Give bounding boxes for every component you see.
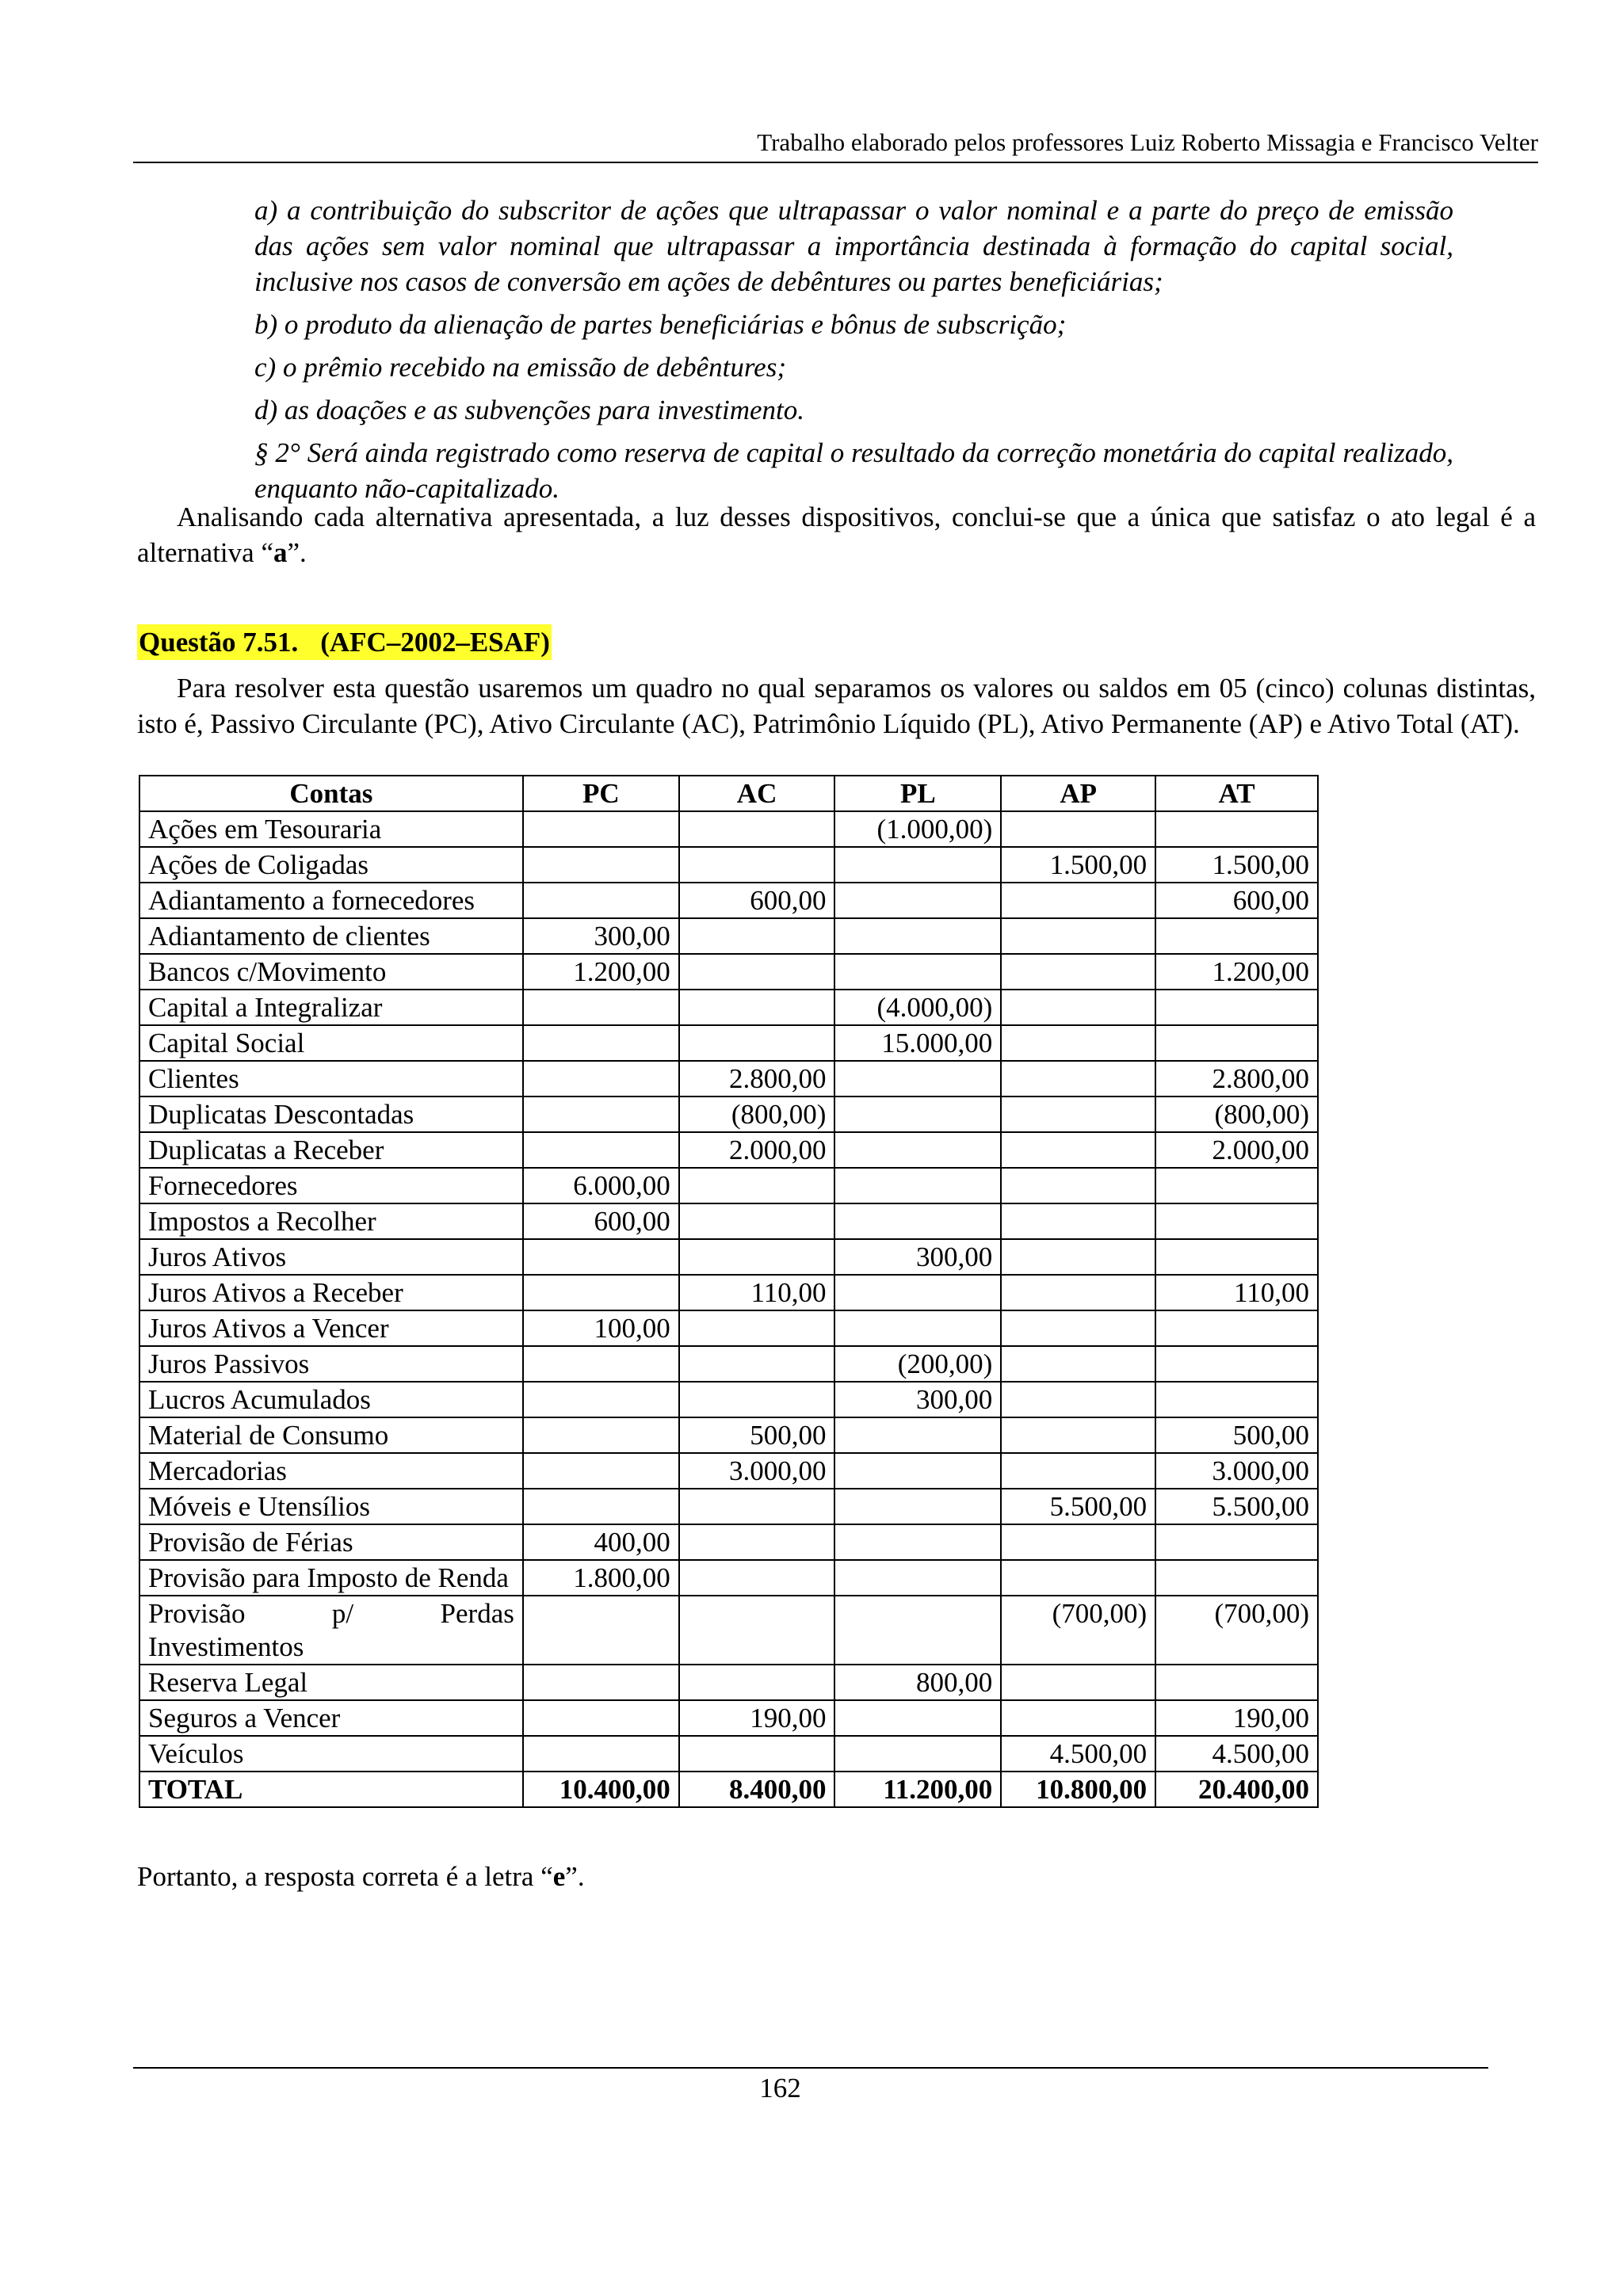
cell-pc: 600,00: [523, 1203, 679, 1239]
cell-ap: 5.500,00: [1001, 1489, 1155, 1524]
cell-at: 2.800,00: [1155, 1061, 1318, 1097]
cell-name: Lucros Acumulados: [139, 1382, 523, 1417]
cell-name: Ações em Tesouraria: [139, 811, 523, 847]
cell-name: Duplicatas a Receber: [139, 1132, 523, 1168]
cell-at: 110,00: [1155, 1275, 1318, 1310]
cell-ac: [679, 1382, 835, 1417]
cell-name: Clientes: [139, 1061, 523, 1097]
table-row: [139, 1700, 1318, 1736]
table-row: [139, 1524, 1318, 1560]
cell-name: Juros Ativos a Receber: [139, 1275, 523, 1310]
cell-ap: [1001, 1275, 1155, 1310]
cell-name: Material de Consumo: [139, 1417, 523, 1453]
cell-name: Impostos a Recolher: [139, 1203, 523, 1239]
cell-pl: [834, 1061, 1001, 1097]
total-row: [139, 1772, 1318, 1807]
table-row: [139, 1382, 1318, 1417]
cell-ap: [1001, 1346, 1155, 1382]
cell-name: Móveis e Utensílios: [139, 1489, 523, 1524]
cell-pc: [523, 1097, 679, 1132]
total-label: TOTAL: [139, 1772, 523, 1807]
cell-pl: (200,00): [834, 1346, 1001, 1382]
cell-ap: (700,00): [1001, 1596, 1155, 1665]
cell-pc: [523, 1239, 679, 1275]
cell-name: Mercadorias: [139, 1453, 523, 1489]
cell-name: Ações de Coligadas: [139, 847, 523, 883]
question-source: (AFC–2002–ESAF): [320, 627, 550, 658]
cell-ap: [1001, 883, 1155, 918]
cell-pl: [834, 918, 1001, 954]
cell-at: 190,00: [1155, 1700, 1318, 1736]
cell-pc: [523, 883, 679, 918]
cell-pl: 15.000,00: [834, 1025, 1001, 1061]
cell-name: Duplicatas Descontadas: [139, 1097, 523, 1132]
cell-ap: [1001, 1203, 1155, 1239]
cell-pl: [834, 1596, 1001, 1665]
total-ap: 10.800,00: [1001, 1772, 1155, 1807]
cell-ac: [679, 1203, 835, 1239]
header-ac: AC: [679, 776, 835, 811]
table-header-row: [139, 776, 1318, 811]
cell-name: Bancos c/Movimento: [139, 954, 523, 990]
cell-name: Juros Ativos: [139, 1239, 523, 1275]
cell-pc: [523, 1453, 679, 1489]
cell-pc: 400,00: [523, 1524, 679, 1560]
cell-at: [1155, 811, 1318, 847]
question-title: [137, 624, 552, 660]
quote-item-c: c) o prêmio recebido na emissão de debêntures;: [254, 352, 786, 383]
cell-pc: [523, 1596, 679, 1665]
cell-pl: [834, 1524, 1001, 1560]
cell-ap: [1001, 990, 1155, 1025]
cell-pl: [834, 954, 1001, 990]
table-row: [139, 1310, 1318, 1346]
cell-ac: 3.000,00: [679, 1453, 835, 1489]
header-pl: PL: [834, 776, 1001, 811]
table-row: [139, 1061, 1318, 1097]
cell-ap: [1001, 811, 1155, 847]
table-row: [139, 1665, 1318, 1700]
cell-at: 4.500,00: [1155, 1736, 1318, 1772]
cell-ap: [1001, 918, 1155, 954]
cell-ac: [679, 1560, 835, 1596]
cell-pl: [834, 1736, 1001, 1772]
cell-name: Capital a Integralizar: [139, 990, 523, 1025]
cell-pc: [523, 1346, 679, 1382]
cell-at: (700,00): [1155, 1596, 1318, 1665]
table-row: [139, 811, 1318, 847]
cell-at: [1155, 1560, 1318, 1596]
quote-item-b: b) o produto da alienação de partes beneficiárias e bônus de subscrição;: [254, 309, 1067, 340]
cell-at: [1155, 1665, 1318, 1700]
cell-pl: [834, 1453, 1001, 1489]
cell-pl: [834, 1417, 1001, 1453]
cell-ap: 1.500,00: [1001, 847, 1155, 883]
cell-at: 1.200,00: [1155, 954, 1318, 990]
cell-pc: [523, 847, 679, 883]
cell-at: 1.500,00: [1155, 847, 1318, 883]
table-row: [139, 1560, 1318, 1596]
cell-pl: [834, 1700, 1001, 1736]
table-row: [139, 918, 1318, 954]
table-row: [139, 1239, 1318, 1275]
cell-name: Reserva Legal: [139, 1665, 523, 1700]
cell-ac: [679, 1168, 835, 1203]
cell-ap: [1001, 1382, 1155, 1417]
cell-name: Adiantamento a fornecedores: [139, 883, 523, 918]
cell-pl: [834, 1168, 1001, 1203]
header-contas: Contas: [139, 776, 523, 811]
cell-pc: [523, 1025, 679, 1061]
cell-at: [1155, 1025, 1318, 1061]
cell-ap: [1001, 1560, 1155, 1596]
cell-pl: [834, 1275, 1001, 1310]
cell-at: [1155, 1310, 1318, 1346]
cell-ac: 600,00: [679, 883, 835, 918]
cell-pc: [523, 1736, 679, 1772]
conclusion-2-text: Portanto, a resposta correta é a letra “: [137, 1861, 553, 1892]
cell-ac: [679, 1596, 835, 1665]
total-pl: 11.200,00: [834, 1772, 1001, 1807]
conclusion-2-close: ”.: [565, 1861, 585, 1892]
cell-ac: [679, 1665, 835, 1700]
table-row: [139, 954, 1318, 990]
cell-ac: [679, 1025, 835, 1061]
cell-name: Veículos: [139, 1736, 523, 1772]
table-row: [139, 1132, 1318, 1168]
conclusion-paragraph-2: [137, 1859, 1536, 1894]
conclusion-2-answer: e: [552, 1861, 566, 1892]
cell-ac: [679, 990, 835, 1025]
cell-pl: (1.000,00): [834, 811, 1001, 847]
cell-ap: [1001, 1665, 1155, 1700]
cell-ap: [1001, 1417, 1155, 1453]
cell-pl: (4.000,00): [834, 990, 1001, 1025]
cell-ac: [679, 1239, 835, 1275]
cell-ac: (800,00): [679, 1097, 835, 1132]
quote-item-a: a) a contribuição do subscritor de ações que ultrapassar o valor nominal e a parte do preço de emissão das ações sem valor nominal que ultrapassar a importância destinada à formação do capital social, inclusive nos casos de conversão em ações de debêntures ou partes beneficiárias;: [254, 195, 1453, 297]
cell-name: Fornecedores: [139, 1168, 523, 1203]
quote-item-d: d) as doações e as subvenções para investimento.: [254, 395, 805, 425]
table-row: [139, 1025, 1318, 1061]
cell-ap: [1001, 1061, 1155, 1097]
cell-ap: [1001, 1168, 1155, 1203]
question-number: Questão 7.51.: [139, 627, 299, 658]
table-row: [139, 990, 1318, 1025]
cell-at: 600,00: [1155, 883, 1318, 918]
cell-at: [1155, 1346, 1318, 1382]
cell-at: [1155, 918, 1318, 954]
cell-at: [1155, 1524, 1318, 1560]
cell-pc: [523, 1700, 679, 1736]
page-number: 162: [759, 2073, 801, 2103]
question-intro-text: Para resolver esta questão usaremos um quadro no qual separamos os valores ou saldos em 05 (cinco) colunas distintas, isto é, Passivo Circulante (PC), Ativo Circulante (AC), Patrimônio Líquido (PL), Ativo Permanente (AP) e Ativo Total (AT).: [137, 673, 1536, 739]
header-pc: PC: [523, 776, 679, 811]
cell-pl: [834, 1132, 1001, 1168]
header-at: AT: [1155, 776, 1318, 811]
total-ac: 8.400,00: [679, 1772, 835, 1807]
table-row: [139, 1097, 1318, 1132]
conclusion-1-text: Analisando cada alternativa apresentada, a luz desses dispositivos, conclui-se que a única que satisfaz o ato legal é a alternativa “: [137, 502, 1536, 568]
cell-at: [1155, 1382, 1318, 1417]
footer-rule: [133, 2067, 1488, 2069]
cell-pc: [523, 1061, 679, 1097]
cell-ac: 2.800,00: [679, 1061, 835, 1097]
cell-ap: [1001, 1025, 1155, 1061]
table-row: [139, 1203, 1318, 1239]
table-row: [139, 1275, 1318, 1310]
cell-pc: [523, 1275, 679, 1310]
cell-ap: [1001, 1524, 1155, 1560]
table-row: [139, 1346, 1318, 1382]
quote-paragraph-2: § 2° Será ainda registrado como reserva de capital o resultado da correção monetária do capital realizado, enquanto não-capitalizado.: [254, 437, 1453, 504]
cell-pc: [523, 1382, 679, 1417]
cell-ac: [679, 954, 835, 990]
cell-ac: [679, 918, 835, 954]
cell-at: [1155, 1168, 1318, 1203]
cell-ap: [1001, 1239, 1155, 1275]
cell-pc: 6.000,00: [523, 1168, 679, 1203]
table-row: [139, 847, 1318, 883]
cell-ap: [1001, 1097, 1155, 1132]
table-row: [139, 1596, 1318, 1665]
cell-ac: [679, 1310, 835, 1346]
cell-at: [1155, 990, 1318, 1025]
cell-at: [1155, 1239, 1318, 1275]
cell-name: Provisão para Imposto de Renda: [139, 1560, 523, 1596]
cell-at: 500,00: [1155, 1417, 1318, 1453]
cell-pl: 800,00: [834, 1665, 1001, 1700]
table-row: [139, 1417, 1318, 1453]
conclusion-1-answer: a: [273, 537, 288, 568]
cell-ac: 2.000,00: [679, 1132, 835, 1168]
cell-name: Adiantamento de clientes: [139, 918, 523, 954]
cell-ap: [1001, 1700, 1155, 1736]
header-ap: AP: [1001, 776, 1155, 811]
cell-at: 2.000,00: [1155, 1132, 1318, 1168]
table-row: [139, 1489, 1318, 1524]
cell-pl: [834, 1489, 1001, 1524]
legal-quote: [254, 193, 1453, 506]
cell-name: Provisão p/ Perdas Investimentos: [139, 1596, 523, 1665]
accounts-table: [139, 775, 1319, 1808]
cell-pc: [523, 1132, 679, 1168]
conclusion-paragraph-1: [137, 499, 1536, 570]
cell-ac: [679, 811, 835, 847]
cell-at: [1155, 1203, 1318, 1239]
cell-ap: [1001, 1132, 1155, 1168]
cell-name: Capital Social: [139, 1025, 523, 1061]
cell-ac: [679, 1346, 835, 1382]
cell-pl: [834, 1097, 1001, 1132]
table-row: [139, 1168, 1318, 1203]
cell-ac: 110,00: [679, 1275, 835, 1310]
cell-ac: [679, 1736, 835, 1772]
cell-pl: [834, 1310, 1001, 1346]
cell-at: (800,00): [1155, 1097, 1318, 1132]
cell-pc: 1.200,00: [523, 954, 679, 990]
cell-name: Seguros a Vencer: [139, 1700, 523, 1736]
cell-pl: [834, 883, 1001, 918]
cell-name: Provisão de Férias: [139, 1524, 523, 1560]
table-row: [139, 883, 1318, 918]
cell-pc: [523, 1665, 679, 1700]
cell-pl: [834, 847, 1001, 883]
total-at: 20.400,00: [1155, 1772, 1318, 1807]
question-intro: [137, 670, 1536, 742]
cell-name: Juros Ativos a Vencer: [139, 1310, 523, 1346]
total-pc: 10.400,00: [523, 1772, 679, 1807]
cell-pl: 300,00: [834, 1239, 1001, 1275]
cell-pl: [834, 1203, 1001, 1239]
cell-pl: 300,00: [834, 1382, 1001, 1417]
cell-ac: 500,00: [679, 1417, 835, 1453]
cell-ap: 4.500,00: [1001, 1736, 1155, 1772]
cell-at: 5.500,00: [1155, 1489, 1318, 1524]
cell-at: 3.000,00: [1155, 1453, 1318, 1489]
cell-ap: [1001, 1453, 1155, 1489]
table-row: [139, 1736, 1318, 1772]
cell-pl: [834, 1560, 1001, 1596]
cell-ac: 190,00: [679, 1700, 835, 1736]
conclusion-1-close: ”.: [287, 537, 307, 568]
cell-pc: [523, 1417, 679, 1453]
cell-name: Juros Passivos: [139, 1346, 523, 1382]
cell-ap: [1001, 1310, 1155, 1346]
cell-pc: [523, 811, 679, 847]
cell-ac: [679, 847, 835, 883]
cell-pc: 1.800,00: [523, 1560, 679, 1596]
table-row: [139, 1453, 1318, 1489]
cell-pc: [523, 990, 679, 1025]
cell-ac: [679, 1489, 835, 1524]
cell-pc: [523, 1489, 679, 1524]
cell-ac: [679, 1524, 835, 1560]
cell-pc: 100,00: [523, 1310, 679, 1346]
cell-ap: [1001, 954, 1155, 990]
cell-pc: 300,00: [523, 918, 679, 954]
table-body: [139, 811, 1318, 1807]
running-header: Trabalho elaborado pelos professores Luiz Roberto Missagia e Francisco Velter: [133, 127, 1538, 163]
